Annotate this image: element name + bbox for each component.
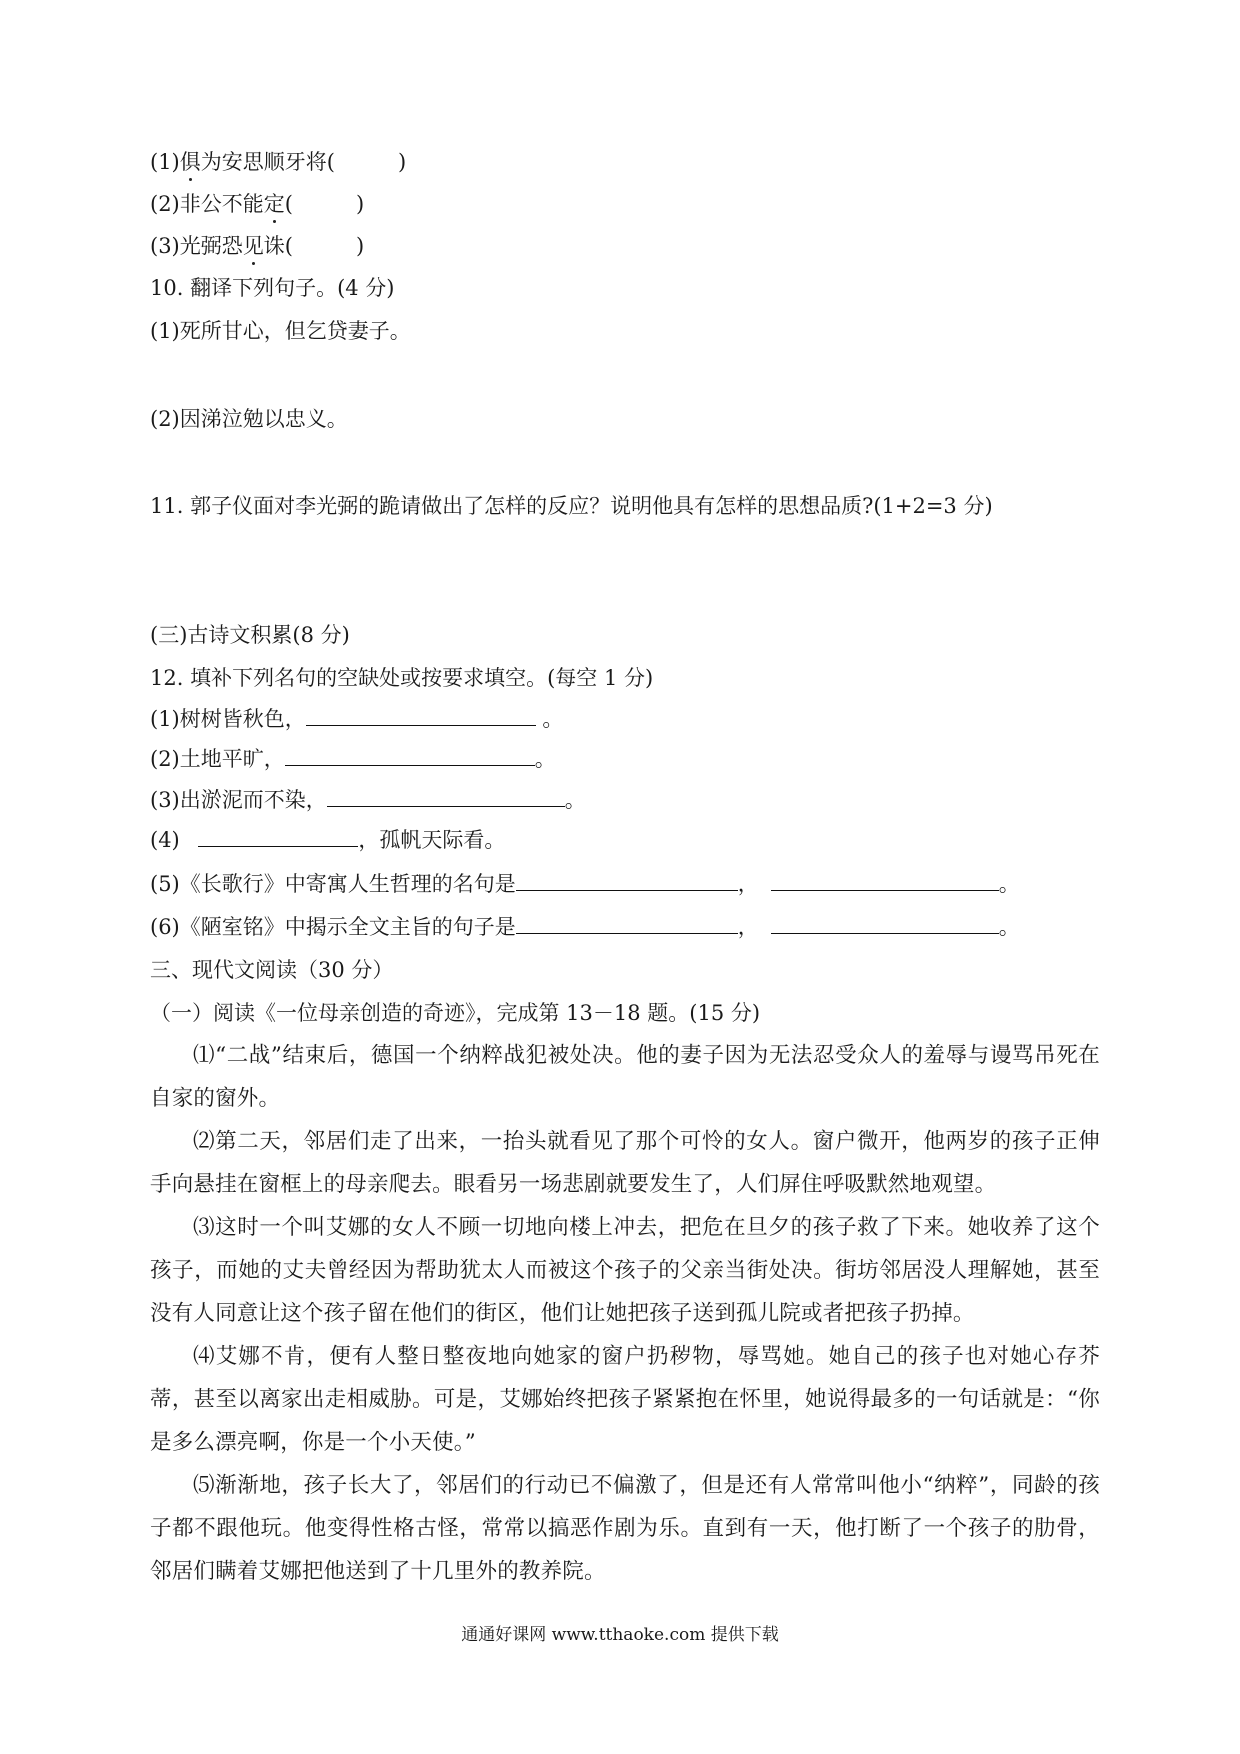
item-text: 。	[998, 915, 1020, 939]
vocab-item-3	[150, 230, 364, 262]
item-text: (2)非公不能	[150, 192, 264, 216]
item-text: 。	[564, 788, 586, 812]
item-text: 为安思顺牙将( )	[200, 150, 407, 174]
question-10-sentence-2: (2)因涕泣勉以忠义。	[150, 407, 348, 431]
section-poetry-heading: (三)古诗文积累(8 分)	[150, 623, 350, 647]
fill-item-6	[150, 911, 1020, 943]
dotted-char: 定	[263, 192, 285, 216]
question-10-title: 10. 翻译下列句子。(4 分)	[150, 276, 395, 300]
item-text: (6)《陋室铭》中揭示全文主旨的句子是	[150, 915, 516, 939]
item-text: ，孤帆天际看。	[358, 828, 506, 852]
answer-blank[interactable]	[771, 868, 999, 891]
passage-paragraph-1: ⑴“二战”结束后，德国一个纳粹战犯被处决。他的妻子因为无法忍受众人的羞辱与谩骂吊死在自家的窗外。	[150, 1043, 1100, 1111]
page-footer: 通通好课网 www.tthaoke.com 提供下载	[461, 1625, 779, 1645]
question-11: 11. 郭子仪面对李光弼的跪请做出了怎样的反应？说明他具有怎样的思想品质?(1+2=3 分)	[150, 494, 993, 518]
item-text: 。	[534, 747, 556, 771]
fill-item-5	[150, 868, 1020, 900]
passage-paragraph-3: ⑶这时一个叫艾娜的女人不顾一切地向楼上冲去，把危在旦夕的孩子救了下来。她收养了这个孩子，而她的丈夫曾经因为帮助犹太人而被这个孩子的父亲当街处决。街坊邻居没人理解她，甚至没有人同意让这个孩子留在他们的街区，他们让她把孩子送到孤儿院或者把孩子扔掉。	[150, 1215, 1100, 1326]
item-text: (3)光弼恐	[150, 234, 243, 258]
answer-blank[interactable]	[198, 824, 358, 847]
dotted-char: 见	[242, 234, 264, 258]
fill-item-1	[150, 703, 563, 735]
passage-paragraph-2: ⑵第二天，邻居们走了出来，一抬头就看见了那个可怜的女人。窗户微开，他两岁的孩子正伸手向悬挂在窗框上的母亲爬去。眼看另一场悲剧就要发生了，人们屏住呼吸默然地观望。	[150, 1129, 1100, 1197]
item-text: ( )	[284, 192, 365, 216]
item-text: (5)《长歌行》中寄寓人生哲理的名句是	[150, 872, 516, 896]
fill-item-4	[150, 824, 505, 856]
item-text: ，	[737, 915, 759, 939]
item-text: (4)	[150, 828, 187, 852]
item-number: (1)	[150, 150, 180, 174]
item-text: 。	[998, 872, 1020, 896]
dotted-char: 俱	[179, 150, 201, 174]
item-text: 。	[535, 707, 564, 731]
question-12-title: 12. 填补下列名句的空缺处或按要求填空。(每空 1 分)	[150, 666, 654, 690]
vocab-item-1	[150, 146, 406, 178]
reading-intro: （一）阅读《一位母亲创造的奇迹》，完成第 13－18 题。(15 分)	[150, 1001, 761, 1025]
answer-blank[interactable]	[285, 743, 535, 766]
question-10-sentence-1: (1)死所甘心，但乞贷妻子。	[150, 319, 411, 343]
item-text: ，	[737, 872, 759, 896]
answer-blank[interactable]	[327, 784, 565, 807]
answer-blank[interactable]	[516, 868, 738, 891]
fill-item-3	[150, 784, 586, 816]
section-3-heading: 三、现代文阅读（30 分）	[150, 958, 394, 982]
answer-blank[interactable]	[516, 911, 738, 934]
answer-blank[interactable]	[771, 911, 999, 934]
item-text: (2)土地平旷，	[150, 747, 285, 771]
vocab-item-2	[150, 188, 364, 220]
fill-item-2	[150, 743, 556, 775]
item-text: 诛( )	[263, 234, 365, 258]
answer-blank[interactable]	[306, 703, 536, 726]
passage-paragraph-4: ⑷艾娜不肯，便有人整日整夜地向她家的窗户扔秽物，辱骂她。她自己的孩子也对她心存芥蒂，甚至以离家出走相威胁。可是，艾娜始终把孩子紧紧抱在怀里，她说得最多的一句话就是：“你是多么漂亮啊，你是一个小天使。”	[150, 1344, 1100, 1455]
passage-paragraph-5: ⑸渐渐地，孩子长大了，邻居们的行动已不偏激了，但是还有人常常叫他小“纳粹”，同龄的孩子都不跟他玩。他变得性格古怪，常常以搞恶作剧为乐。直到有一天，他打断了一个孩子的肋骨，邻居们瞒着艾娜把他送到了十几里外的教养院。	[150, 1473, 1100, 1584]
item-text: (1)树树皆秋色，	[150, 707, 306, 731]
item-text: (3)出淤泥而不染，	[150, 788, 327, 812]
